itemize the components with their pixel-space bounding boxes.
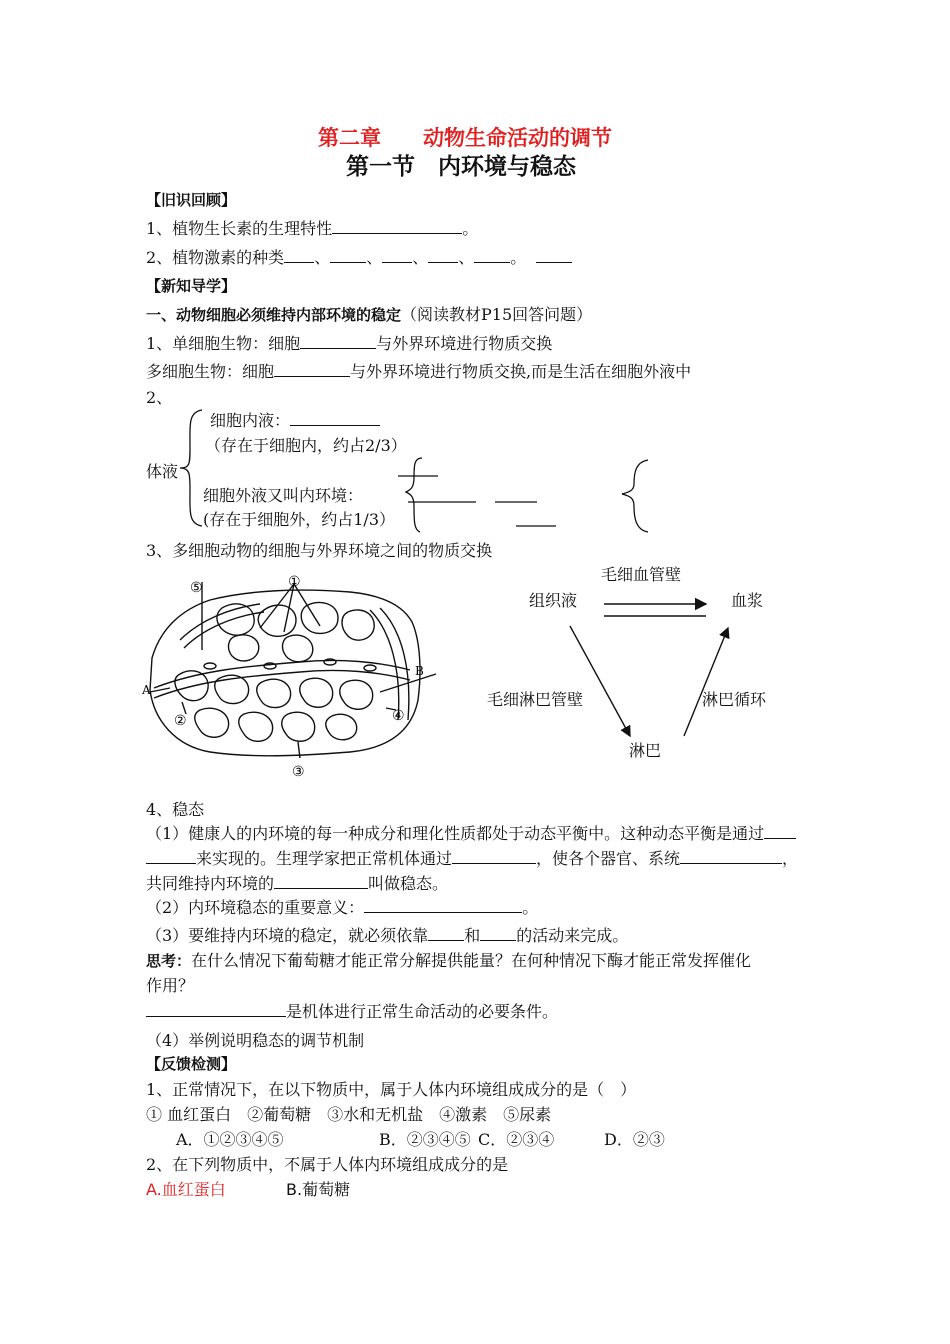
line-text: ，使各个器官、系统 xyxy=(536,849,681,868)
line-text: 和 xyxy=(464,926,481,945)
extracellular-subbrace xyxy=(398,454,668,536)
think-question-cont: 作用？ xyxy=(146,976,195,995)
intracellular-note: （存在于细胞内，约占2/3） xyxy=(205,436,407,455)
answer-blank[interactable] xyxy=(474,248,510,263)
steady-p4: （4）举例说明稳态的调节机制 xyxy=(146,1031,365,1050)
line-text: 与外界环境进行物质交换 xyxy=(376,334,553,353)
line-text: 的活动来完成。 xyxy=(516,926,629,945)
label-b: B xyxy=(415,664,424,678)
part1-note: （阅读教材P15回答问题） xyxy=(401,305,593,324)
line-text: ， xyxy=(782,849,799,868)
item2-label: 2、 xyxy=(146,388,173,407)
lymph-circulation-label: 淋巴循环 xyxy=(702,690,767,709)
answer-blank[interactable] xyxy=(480,926,516,941)
separator: 、 xyxy=(314,248,331,267)
multi-cell-line xyxy=(146,362,691,381)
label-a: A xyxy=(142,683,151,697)
separator: 、 xyxy=(412,248,429,267)
review-q1 xyxy=(146,219,478,238)
review-q2 xyxy=(146,248,572,267)
steady-p1b xyxy=(146,849,798,868)
separator: 、 xyxy=(458,248,475,267)
label-3: ③ xyxy=(292,764,305,780)
review-heading: 【旧识回顾】 xyxy=(146,191,237,209)
line-text: 多细胞生物：细胞 xyxy=(146,362,275,381)
review-q1-text: 1、植物生长素的生理特性 xyxy=(146,219,333,238)
answer-blank[interactable] xyxy=(330,248,366,263)
answer-blank[interactable] xyxy=(428,248,458,263)
label-1: ① xyxy=(288,574,301,590)
capillary-wall-label: 毛细血管壁 xyxy=(601,565,682,584)
option-b[interactable]: B．②③④⑤ xyxy=(379,1130,471,1149)
answer-blank[interactable] xyxy=(536,248,572,263)
body-fluid-label: 体液 xyxy=(146,462,179,481)
steady-p3 xyxy=(146,926,628,945)
review-q2-text: 2、植物激素的种类 xyxy=(146,248,285,267)
review-q1-end: 。 xyxy=(462,219,479,238)
separator: 。 xyxy=(510,248,527,267)
answer-blank[interactable] xyxy=(284,248,314,263)
tissue-fluid-label: 组织液 xyxy=(529,591,578,610)
think-question xyxy=(146,951,751,970)
feedback-heading: 【反馈检测】 xyxy=(146,1055,237,1073)
plasma-label: 血浆 xyxy=(731,591,764,610)
steady-p1c xyxy=(146,874,448,893)
arrow-lymph-to-plasma xyxy=(684,628,728,736)
answer-blank[interactable] xyxy=(146,849,196,864)
newknow-heading: 【新知导学】 xyxy=(146,277,237,295)
tissue-diagram xyxy=(140,570,440,780)
cycle-arrows xyxy=(560,596,760,746)
answer-blank[interactable] xyxy=(300,334,376,349)
intracellular-label: 细胞内液： xyxy=(210,411,291,430)
lymph-capillary-wall-label: 毛细淋巴管壁 xyxy=(487,690,584,709)
chapter-title: 第二章 动物生命活动的调节 xyxy=(318,126,612,150)
line-text: 来实现的。生理学家把正常机体通过 xyxy=(196,849,453,868)
label-2: ② xyxy=(174,713,187,729)
arrow-tissue-to-lymph xyxy=(570,626,630,736)
answer-blank[interactable] xyxy=(274,362,350,377)
item3-label: 3、多细胞动物的细胞与外界环境之间的物质交换 xyxy=(146,541,493,560)
line-text: 与外界环境进行物质交换,而是生活在细胞外液中 xyxy=(350,362,692,381)
feedback-q1: 1、正常情况下，在以下物质中，属于人体内环境组成成分的是（ ） xyxy=(146,1080,637,1099)
part1-title: 一、动物细胞必须维持内部环境的稳定 xyxy=(146,306,402,324)
answer-blank[interactable] xyxy=(428,926,464,941)
item4-label: 4、稳态 xyxy=(146,800,205,819)
answer-blank[interactable] xyxy=(290,411,380,426)
answer-blank[interactable] xyxy=(274,874,368,889)
line-text: 共同维持内环境的 xyxy=(146,874,275,893)
line-text: 叫做稳态。 xyxy=(368,874,449,893)
extracellular-label: 细胞外液又叫内环境： xyxy=(203,486,364,505)
separator: 、 xyxy=(366,248,383,267)
answer-blank[interactable] xyxy=(146,1002,286,1017)
single-cell-line xyxy=(146,334,552,353)
answer-blank[interactable] xyxy=(382,248,412,263)
label-5: ⑤ xyxy=(190,580,203,596)
intracellular-line xyxy=(210,411,380,430)
option-d[interactable]: D．②③ xyxy=(604,1130,665,1149)
part1-heading xyxy=(146,305,592,324)
answer-blank[interactable] xyxy=(332,219,462,234)
answer-blank[interactable] xyxy=(680,849,782,864)
option-c[interactable]: C．②③④ xyxy=(478,1130,555,1149)
section-title: 第一节 内环境与稳态 xyxy=(346,154,576,180)
line-text: 。 xyxy=(522,898,539,917)
label-4: ④ xyxy=(392,708,405,724)
line-text: （2）内环境稳态的重要意义： xyxy=(146,898,365,917)
line-text: （1）健康人的内环境的每一种成分和理化性质都处于动态平衡中。这种动态平衡是通过 xyxy=(146,824,765,843)
q2-option-a[interactable]: A.血红蛋白 xyxy=(146,1180,226,1199)
steady-p2 xyxy=(146,898,538,917)
answer-blank[interactable] xyxy=(452,849,536,864)
line-text: 是机体进行正常生命活动的必要条件。 xyxy=(286,1002,559,1021)
line-text: （3）要维持内环境的稳定，就必须依靠 xyxy=(146,926,429,945)
line-text: 1、单细胞生物：细胞 xyxy=(146,334,301,353)
steady-p1 xyxy=(146,824,796,843)
lymph-label: 淋巴 xyxy=(629,741,662,760)
extracellular-note: (存在于细胞外，约占1/3） xyxy=(203,510,395,529)
q2-option-b[interactable]: B.葡萄糖 xyxy=(286,1180,351,1199)
answer-blank[interactable] xyxy=(764,824,796,839)
steady-condition xyxy=(146,1002,558,1021)
feedback-q1-items: ① 血红蛋白 ②葡萄糖 ③水和无机盐 ④激素 ⑤尿素 xyxy=(146,1105,552,1124)
think-text: 在什么情况下葡萄糖才能正常分解提供能量？在何种情况下酶才能正常发挥催化 xyxy=(191,951,752,970)
option-a[interactable]: A．①②③④⑤ xyxy=(176,1130,284,1149)
feedback-q2: 2、在下列物质中，不属于人体内环境组成成分的是 xyxy=(146,1155,509,1174)
answer-blank[interactable] xyxy=(364,898,522,913)
think-label: 思考： xyxy=(146,952,192,970)
